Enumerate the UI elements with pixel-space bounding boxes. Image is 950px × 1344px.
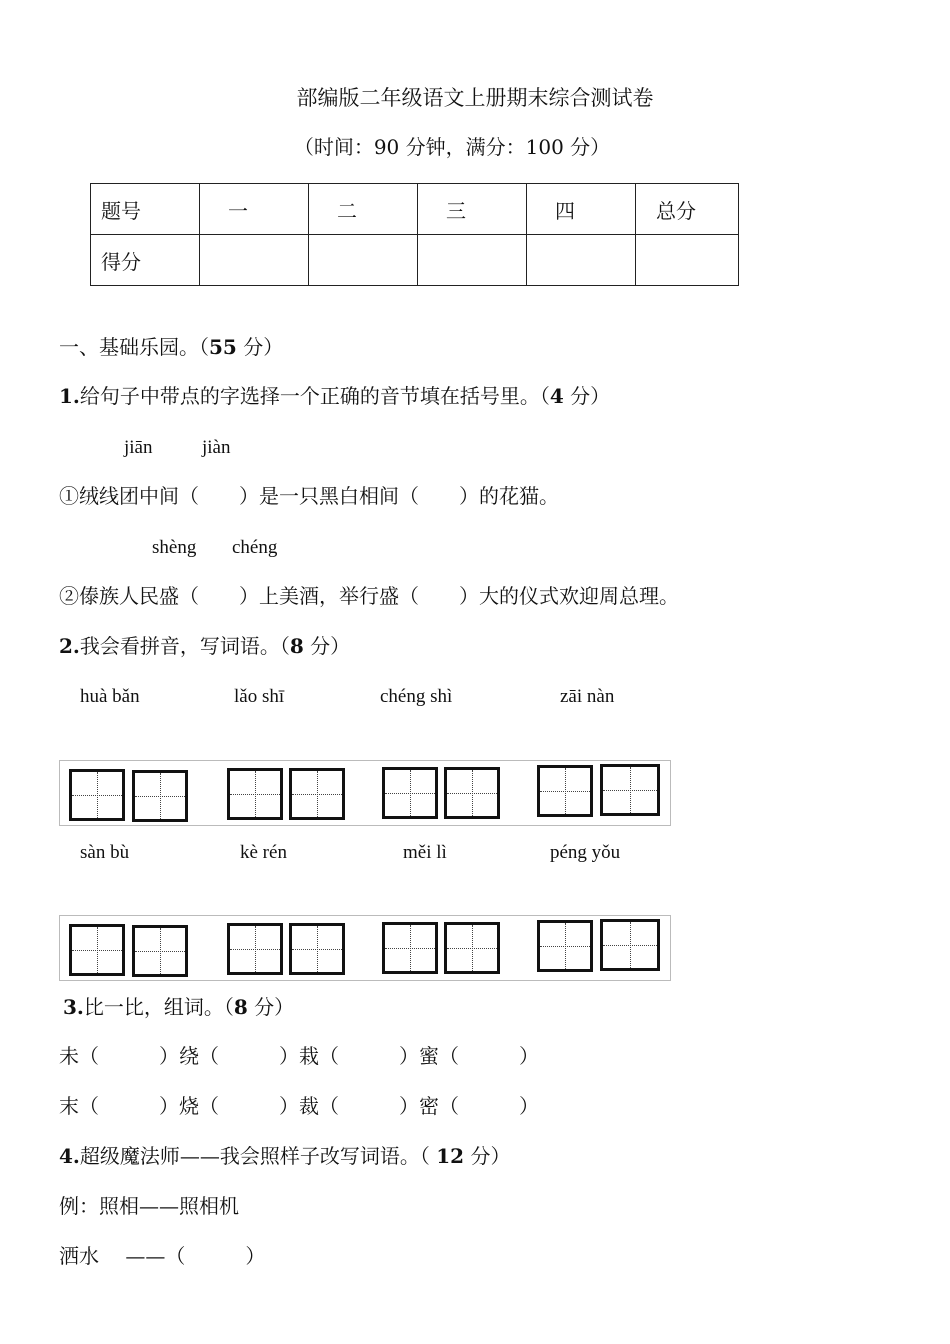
question-4-example: 例：照相——照相机	[59, 1194, 239, 1218]
pinyin-word: péng yǒu	[550, 842, 621, 863]
writing-box[interactable]	[382, 767, 438, 819]
question-3-row-1: 未（ ）绕（ ）栽（ ）蜜（ ）	[59, 1044, 539, 1068]
question-points: 8	[289, 634, 304, 658]
question-text: 给句子中带点的字选择一个正确的音节填在括号里。（	[79, 384, 550, 408]
writing-box[interactable]	[289, 768, 345, 820]
writing-grid-row-1	[59, 760, 671, 826]
writing-grid-row-2	[59, 915, 671, 981]
pinyin-word: zāi nàn	[560, 686, 615, 707]
pinyin-word: sàn bù	[80, 842, 130, 863]
page-title: 部编版二年级语文上册期末综合测试卷	[296, 86, 654, 110]
table-header-cell: 总分	[636, 184, 739, 235]
question-unit: 分）	[247, 995, 295, 1019]
section-heading-unit: 分）	[236, 335, 284, 359]
pinyin-word: kè rén	[240, 842, 287, 863]
question-points: 4	[549, 384, 564, 408]
score-cell[interactable]	[200, 235, 309, 286]
pinyin-option: jiān	[124, 437, 153, 458]
question-unit: 分）	[464, 1144, 511, 1168]
question-1-sentence-1: ①绒线团中间（ ）是一只黑白相间（ ）的花猫。	[59, 484, 559, 508]
question-2-prompt	[59, 636, 350, 656]
pinyin-option: chéng	[232, 537, 278, 558]
question-3-prompt	[63, 997, 294, 1017]
score-table	[90, 183, 739, 286]
writing-box[interactable]	[382, 922, 438, 974]
question-number: 1.	[59, 384, 80, 408]
pinyin-option: shèng	[152, 537, 197, 558]
question-points: 12	[436, 1144, 465, 1168]
question-1-prompt	[59, 386, 610, 406]
writing-box[interactable]	[227, 768, 283, 820]
score-table-score-row	[91, 235, 739, 286]
score-cell[interactable]	[418, 235, 527, 286]
writing-box[interactable]	[69, 769, 125, 821]
writing-box[interactable]	[537, 920, 593, 972]
table-header-cell: 四	[527, 184, 636, 235]
question-text: 我会看拼音，写词语。（	[79, 634, 290, 658]
question-text: 比一比，组词。（	[83, 995, 234, 1019]
pinyin-word: lǎo shī	[234, 686, 285, 707]
table-header-cell: 题号	[91, 184, 200, 235]
score-cell[interactable]	[527, 235, 636, 286]
page-subtitle: （时间：90 分钟，满分：100 分）	[293, 135, 611, 159]
question-unit: 分）	[563, 384, 611, 408]
question-points: 8	[233, 995, 248, 1019]
pinyin-word: měi lì	[403, 842, 447, 863]
writing-box[interactable]	[537, 765, 593, 817]
writing-box[interactable]	[600, 919, 660, 971]
pinyin-word: chéng shì	[380, 686, 453, 707]
table-header-cell: 三	[418, 184, 527, 235]
question-4-prompt	[59, 1146, 510, 1166]
score-row-label: 得分	[91, 235, 200, 286]
writing-box[interactable]	[69, 924, 125, 976]
question-text: 超级魔法师——我会照样子改写词语。（	[79, 1144, 437, 1168]
writing-box[interactable]	[600, 764, 660, 816]
question-number: 3.	[63, 995, 84, 1019]
section-points: 55	[209, 335, 237, 359]
pinyin-word: huà bǎn	[80, 686, 140, 707]
table-header-cell: 二	[309, 184, 418, 235]
question-3-row-2: 末（ ）烧（ ）裁（ ）密（ ）	[59, 1094, 539, 1118]
question-number: 4.	[59, 1144, 80, 1168]
section-heading-text: 一、基础乐园。（	[59, 335, 209, 359]
question-number: 2.	[59, 634, 80, 658]
question-4-item-1: 洒水 ——（ ）	[59, 1244, 266, 1268]
score-cell[interactable]	[636, 235, 739, 286]
writing-box[interactable]	[289, 923, 345, 975]
writing-box[interactable]	[227, 923, 283, 975]
writing-box[interactable]	[444, 922, 500, 974]
section-heading	[59, 337, 283, 357]
writing-box[interactable]	[444, 767, 500, 819]
writing-box[interactable]	[132, 770, 188, 822]
score-table-header-row	[91, 184, 739, 235]
writing-box[interactable]	[132, 925, 188, 977]
pinyin-option: jiàn	[202, 437, 231, 458]
score-cell[interactable]	[309, 235, 418, 286]
table-header-cell: 一	[200, 184, 309, 235]
question-unit: 分）	[303, 634, 351, 658]
question-1-sentence-2: ②傣族人民盛（ ）上美酒，举行盛（ ）大的仪式欢迎周总理。	[59, 584, 679, 608]
